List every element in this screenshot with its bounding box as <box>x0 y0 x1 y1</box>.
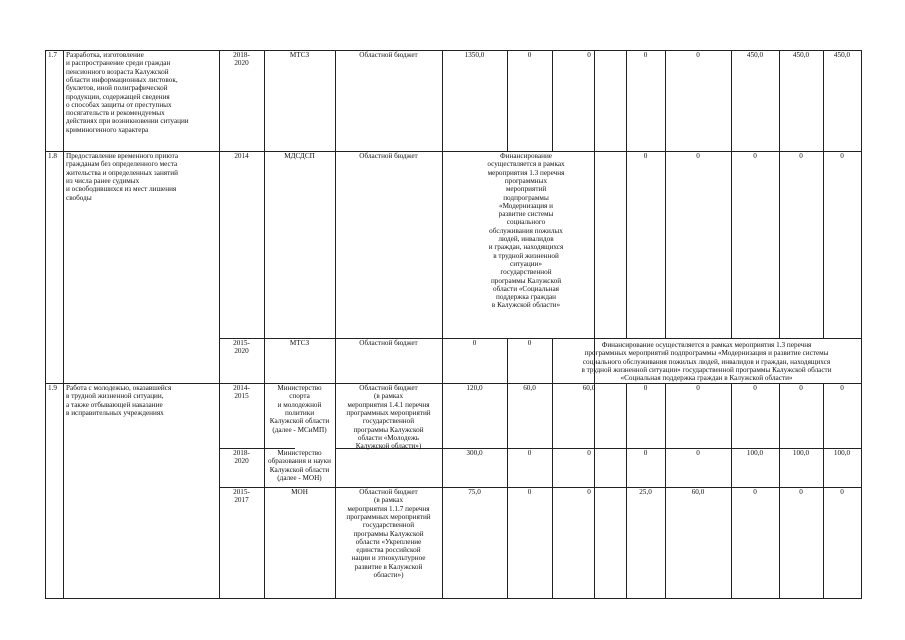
amount-cell: 0 <box>696 384 700 392</box>
column-border <box>731 50 732 338</box>
funding-source-line: Областной бюджет <box>359 488 418 496</box>
measure-name-line: Предоставление временного приюта <box>66 152 179 160</box>
amount-cell: 60,0 <box>691 488 705 496</box>
executor-line: (далее - МСиМП) <box>272 425 327 434</box>
financing-note-line: в трудной жизненной ситуации» государственной программы Калужской области <box>581 365 832 374</box>
period-line: 2014 <box>234 152 249 160</box>
executor-line: Калужской области <box>269 465 330 474</box>
amount-cell: 450,0 <box>792 51 810 59</box>
amount-cell: 100,0 <box>833 449 851 457</box>
financing-note-line: «Социальная поддержка граждан в Калужской области» <box>620 374 793 383</box>
amount-cell: 0 <box>840 488 844 496</box>
column-border <box>264 50 265 599</box>
column-border <box>63 50 64 599</box>
financing-note-line: Финансирование осуществляется в рамках мероприятия 1.3 перечня <box>601 341 812 349</box>
column-border <box>665 50 666 338</box>
funding-source-line: программы Калужской <box>353 529 424 538</box>
funding-source-line: Областной бюджет <box>359 384 418 392</box>
period-line: 2014- <box>233 384 250 392</box>
period-line: 2015- <box>233 339 250 347</box>
amount-cell: 450,0 <box>833 51 851 59</box>
measure-name-line: гражданам без определенного места <box>66 160 178 169</box>
amount-cell: 60,0 <box>582 384 596 392</box>
column-border <box>442 50 443 599</box>
financing-note-line: мероприятия 1.3 перечня <box>487 168 565 177</box>
funding-source-line: нации и этнокультурное <box>351 554 426 563</box>
measure-name-line: Разработка, изготовление <box>66 51 144 59</box>
column-border <box>861 50 862 599</box>
amount-cell: 0 <box>527 488 532 496</box>
measure-name-line: криминогенного характера <box>66 125 149 134</box>
column-border <box>594 50 595 599</box>
financing-note-line: государственной <box>500 268 552 277</box>
funding-source-line: мероприятия 1.1.7 перечня <box>347 504 430 513</box>
executor-line: спорта <box>289 392 310 401</box>
measure-name-line: о способах защиты от преступных <box>66 100 172 109</box>
financing-note-line: в трудной жизненной <box>493 251 559 260</box>
amount-cell: 100,0 <box>792 449 810 457</box>
amount-cell: 0 <box>527 449 532 457</box>
executor-line: Калужской области <box>269 417 330 426</box>
period-line: 2020 <box>234 457 249 466</box>
period-line: 2018- <box>233 449 250 457</box>
financing-note-line: поддержка граждан <box>495 293 557 302</box>
executor-line: (далее - МОН) <box>277 473 322 482</box>
funding-source-line: программных мероприятий <box>346 512 431 521</box>
measure-name-line: свободы <box>66 193 92 202</box>
funding-source-line: Областной бюджет <box>359 51 418 59</box>
funding-source-line: государственной <box>362 521 415 530</box>
amount-cell: 0 <box>696 152 700 160</box>
amount-cell: 0 <box>753 488 757 496</box>
funding-source-line: развитие в Калужской <box>354 562 423 571</box>
column-border <box>779 50 780 338</box>
financing-note-line: развитие системы <box>498 210 554 219</box>
measure-name-line: Работа с молодежью, оказавшейся <box>66 384 172 392</box>
amount-cell: 0 <box>799 488 803 496</box>
measure-name-line: действиях при возникновении ситуации <box>66 117 189 126</box>
amount-cell: 100,0 <box>746 449 764 457</box>
funding-source-line: Областной бюджет <box>359 339 418 347</box>
measure-name-line: области информационных листовок, <box>66 75 178 84</box>
amount-cell: 0 <box>753 152 757 160</box>
row-number-line: 1.8 <box>48 152 57 160</box>
measure-name-line: продукции, содержащей сведения <box>66 92 170 101</box>
amount-cell: 0 <box>527 339 532 347</box>
measure-name-line: а также отбывающей наказание <box>66 400 163 409</box>
amount-cell: 1350,0 <box>464 51 485 59</box>
period-line: 2020 <box>234 347 249 356</box>
column-border <box>823 50 824 338</box>
executor-line: и молодежной <box>277 400 322 409</box>
financing-note-line: программы Калужской <box>490 276 562 285</box>
funding-source-line: области «Молодежь <box>357 433 420 442</box>
period-line: 2017 <box>234 496 249 505</box>
amount-cell: 60,0 <box>523 384 536 392</box>
measure-name-line: жительства и определенных занятий <box>66 168 178 177</box>
financing-note-line: «Модернизация и <box>499 201 553 210</box>
financing-note-line: мероприятий <box>505 185 547 194</box>
amount-cell: 0 <box>840 152 844 160</box>
financing-note-line: и граждан, находящихся <box>488 243 564 252</box>
period-line: 2015 <box>234 392 249 401</box>
funding-source-line: программных мероприятий <box>346 408 431 417</box>
measure-name-line: посягательств и рекомендуемых <box>66 109 165 118</box>
amount-cell: 0 <box>799 152 803 160</box>
amount-cell: 0 <box>840 384 844 392</box>
column-border <box>507 50 508 151</box>
amount-cell: 300,0 <box>466 449 483 457</box>
funding-source-line: области «Укрепление <box>355 537 422 546</box>
amount-cell: 0 <box>696 449 700 457</box>
measure-name-line: из числа ранее судимых <box>66 176 140 185</box>
amount-cell: 75,0 <box>468 488 481 496</box>
executor-line: МДСДСП <box>284 152 315 160</box>
measure-name-line: в исправительных учреждениях <box>66 408 164 417</box>
period-line: 2020 <box>234 59 249 68</box>
measure-name-line: и распространение среди граждан <box>66 59 171 68</box>
amount-cell: 450,0 <box>746 51 764 59</box>
amount-cell: 0 <box>643 152 648 160</box>
funding-source-line: государственной <box>362 417 415 426</box>
amount-cell: 25,0 <box>639 488 652 496</box>
funding-source-line: программы Калужской <box>353 425 424 434</box>
financing-note-line: ситуации» <box>510 259 542 268</box>
amount-cell: 0 <box>587 51 591 59</box>
row-border <box>45 598 861 599</box>
amount-cell: 0 <box>753 384 757 392</box>
column-border <box>552 50 553 151</box>
amount-cell: 0 <box>587 488 591 496</box>
executor-line: Министерство <box>277 449 322 457</box>
financing-note-line: в Калужской области» <box>491 301 561 310</box>
executor-line: образования и науки <box>268 457 331 466</box>
amount-cell: 0 <box>587 449 591 457</box>
financing-note-line: области «Социальная <box>493 284 559 293</box>
amount-cell: 0 <box>527 51 532 59</box>
column-border <box>219 50 220 599</box>
financing-note-line: обслуживания пожилых <box>489 226 563 235</box>
amount-cell: 0 <box>696 51 700 59</box>
column-border <box>45 50 46 599</box>
executor-line: МТСЗ <box>289 339 310 347</box>
amount-cell: 0 <box>472 339 477 347</box>
funding-source-line: Областной бюджет <box>359 152 418 160</box>
financing-note-line: социального <box>506 218 546 227</box>
funding-source-line: области») <box>373 571 404 579</box>
executor-line: МТСЗ <box>289 51 310 59</box>
financing-note-line: Финансирование <box>499 152 552 160</box>
measure-name-line: в трудной жизненной ситуации, <box>66 392 164 401</box>
funding-source-line: единства российской <box>356 546 421 555</box>
funding-source-line: Калужской области») <box>355 442 422 451</box>
amount-cell: 0 <box>643 449 648 457</box>
funding-source-line: мероприятия 1.4.1 перечня <box>347 400 430 409</box>
executor-line: Министерство <box>277 384 322 392</box>
funding-source-line: (в рамках <box>373 392 404 401</box>
executor-line: политики <box>284 408 315 417</box>
program-measures-table <box>45 50 861 598</box>
funding-source-line: (в рамках <box>373 496 404 505</box>
measure-name-line: пенсионного возраста Калужской <box>66 67 169 76</box>
column-border <box>626 50 627 338</box>
row-number-line: 1.7 <box>48 51 57 59</box>
column-border <box>507 338 508 599</box>
financing-note-line: программных мероприятий подпрограммы «Модернизация и развитие системы <box>584 349 829 358</box>
amount-cell: 120,0 <box>466 384 483 392</box>
financing-note-line: людей, инвалидов <box>498 235 554 243</box>
amount-cell: 0 <box>799 384 803 392</box>
row-number-line: 1.9 <box>48 384 57 392</box>
executor-line: МОН <box>291 488 308 496</box>
financing-note-line: программных <box>504 176 548 185</box>
financing-note-line: социального обслуживания пожилых людей, инвалидов и граждан, находящихся <box>582 357 831 366</box>
period-line: 2015- <box>233 488 250 496</box>
measure-name-line: и освободившихся из мест лишения <box>66 185 177 194</box>
measure-name-line: буклетов, иной полиграфической <box>66 84 168 93</box>
period-line: 2018- <box>233 51 250 59</box>
amount-cell: 0 <box>643 384 648 392</box>
financing-note-line: подпрограммы <box>503 193 549 202</box>
amount-cell: 0 <box>643 51 648 59</box>
financing-note-line: осуществляется в рамках <box>487 160 565 169</box>
